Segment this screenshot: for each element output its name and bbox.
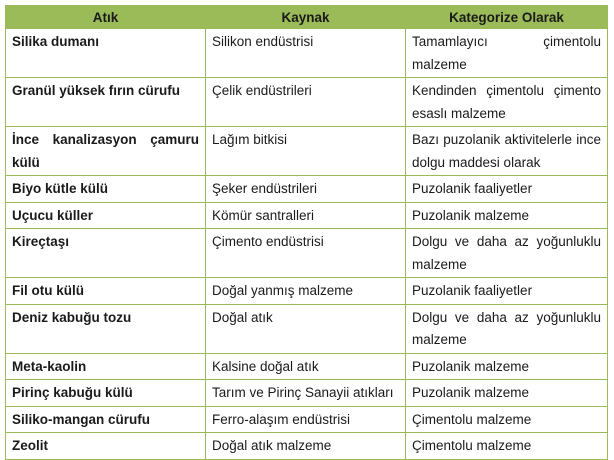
cell-kategori: Çimentolu malzeme xyxy=(406,433,608,460)
table-row xyxy=(6,433,608,460)
table-row xyxy=(6,78,608,127)
table-body xyxy=(6,29,608,460)
cell-kaynak: Şeker endüstrileri xyxy=(206,176,406,203)
cell-kaynak: Doğal atık xyxy=(206,304,406,353)
cell-atik: Zeolit xyxy=(6,433,206,460)
cell-kategori: Çimentolu malzeme xyxy=(406,406,608,433)
table-row xyxy=(6,353,608,380)
cell-atik: İnce kanalizasyon çamuru külü xyxy=(6,127,206,176)
header-kategori: Kategorize Olarak xyxy=(406,6,608,29)
waste-table-container xyxy=(5,5,608,460)
header-atik: Atık xyxy=(6,6,206,29)
cell-atik: Kireçtaşı xyxy=(6,229,206,278)
table-row xyxy=(6,202,608,229)
cell-atik: Pirinç kabuğu külü xyxy=(6,380,206,407)
table-row xyxy=(6,406,608,433)
cell-kaynak: Çimento endüstrisi xyxy=(206,229,406,278)
cell-atik: Siliko-mangan cürufu xyxy=(6,406,206,433)
cell-kaynak: Ferro-alaşım endüstrisi xyxy=(206,406,406,433)
table-row xyxy=(6,229,608,278)
cell-atik: Uçucu küller xyxy=(6,202,206,229)
table-row xyxy=(6,127,608,176)
cell-kategori: Puzolanik malzeme xyxy=(406,353,608,380)
cell-kaynak: Kömür santralleri xyxy=(206,202,406,229)
cell-atik: Fil otu külü xyxy=(6,278,206,305)
table-row xyxy=(6,176,608,203)
cell-kategori: Puzolanik faaliyetler xyxy=(406,278,608,305)
cell-kategori: Tamamlayıcı çimentolu malzeme xyxy=(406,29,608,78)
cell-atik: Deniz kabuğu tozu xyxy=(6,304,206,353)
cell-atik: Biyo kütle külü xyxy=(6,176,206,203)
header-kaynak: Kaynak xyxy=(206,6,406,29)
cell-kategori: Puzolanik malzeme xyxy=(406,380,608,407)
cell-kaynak: Kalsine doğal atık xyxy=(206,353,406,380)
cell-kategori: Puzolanik malzeme xyxy=(406,202,608,229)
cell-atik: Silika dumanı xyxy=(6,29,206,78)
table-row xyxy=(6,29,608,78)
cell-kategori: Dolgu ve daha az yoğunluklu malzeme xyxy=(406,304,608,353)
waste-table xyxy=(5,5,608,460)
cell-kaynak: Silikon endüstrisi xyxy=(206,29,406,78)
table-row xyxy=(6,380,608,407)
cell-atik: Granül yüksek fırın cürufu xyxy=(6,78,206,127)
cell-kategori: Kendinden çimentolu çimento esaslı malzeme xyxy=(406,78,608,127)
cell-kategori: Bazı puzolanik aktivitelerle ince dolgu maddesi olarak xyxy=(406,127,608,176)
table-row xyxy=(6,278,608,305)
cell-kaynak: Doğal atık malzeme xyxy=(206,433,406,460)
cell-kategori: Dolgu ve daha az yoğunluklu malzeme xyxy=(406,229,608,278)
cell-kaynak: Çelik endüstrileri xyxy=(206,78,406,127)
cell-kaynak: Lağım bitkisi xyxy=(206,127,406,176)
table-header-row xyxy=(6,6,608,29)
cell-atik: Meta-kaolin xyxy=(6,353,206,380)
cell-kaynak: Doğal yanmış malzeme xyxy=(206,278,406,305)
cell-kategori: Puzolanik faaliyetler xyxy=(406,176,608,203)
cell-kaynak: Tarım ve Pirinç Sanayii atıkları xyxy=(206,380,406,407)
table-row xyxy=(6,304,608,353)
